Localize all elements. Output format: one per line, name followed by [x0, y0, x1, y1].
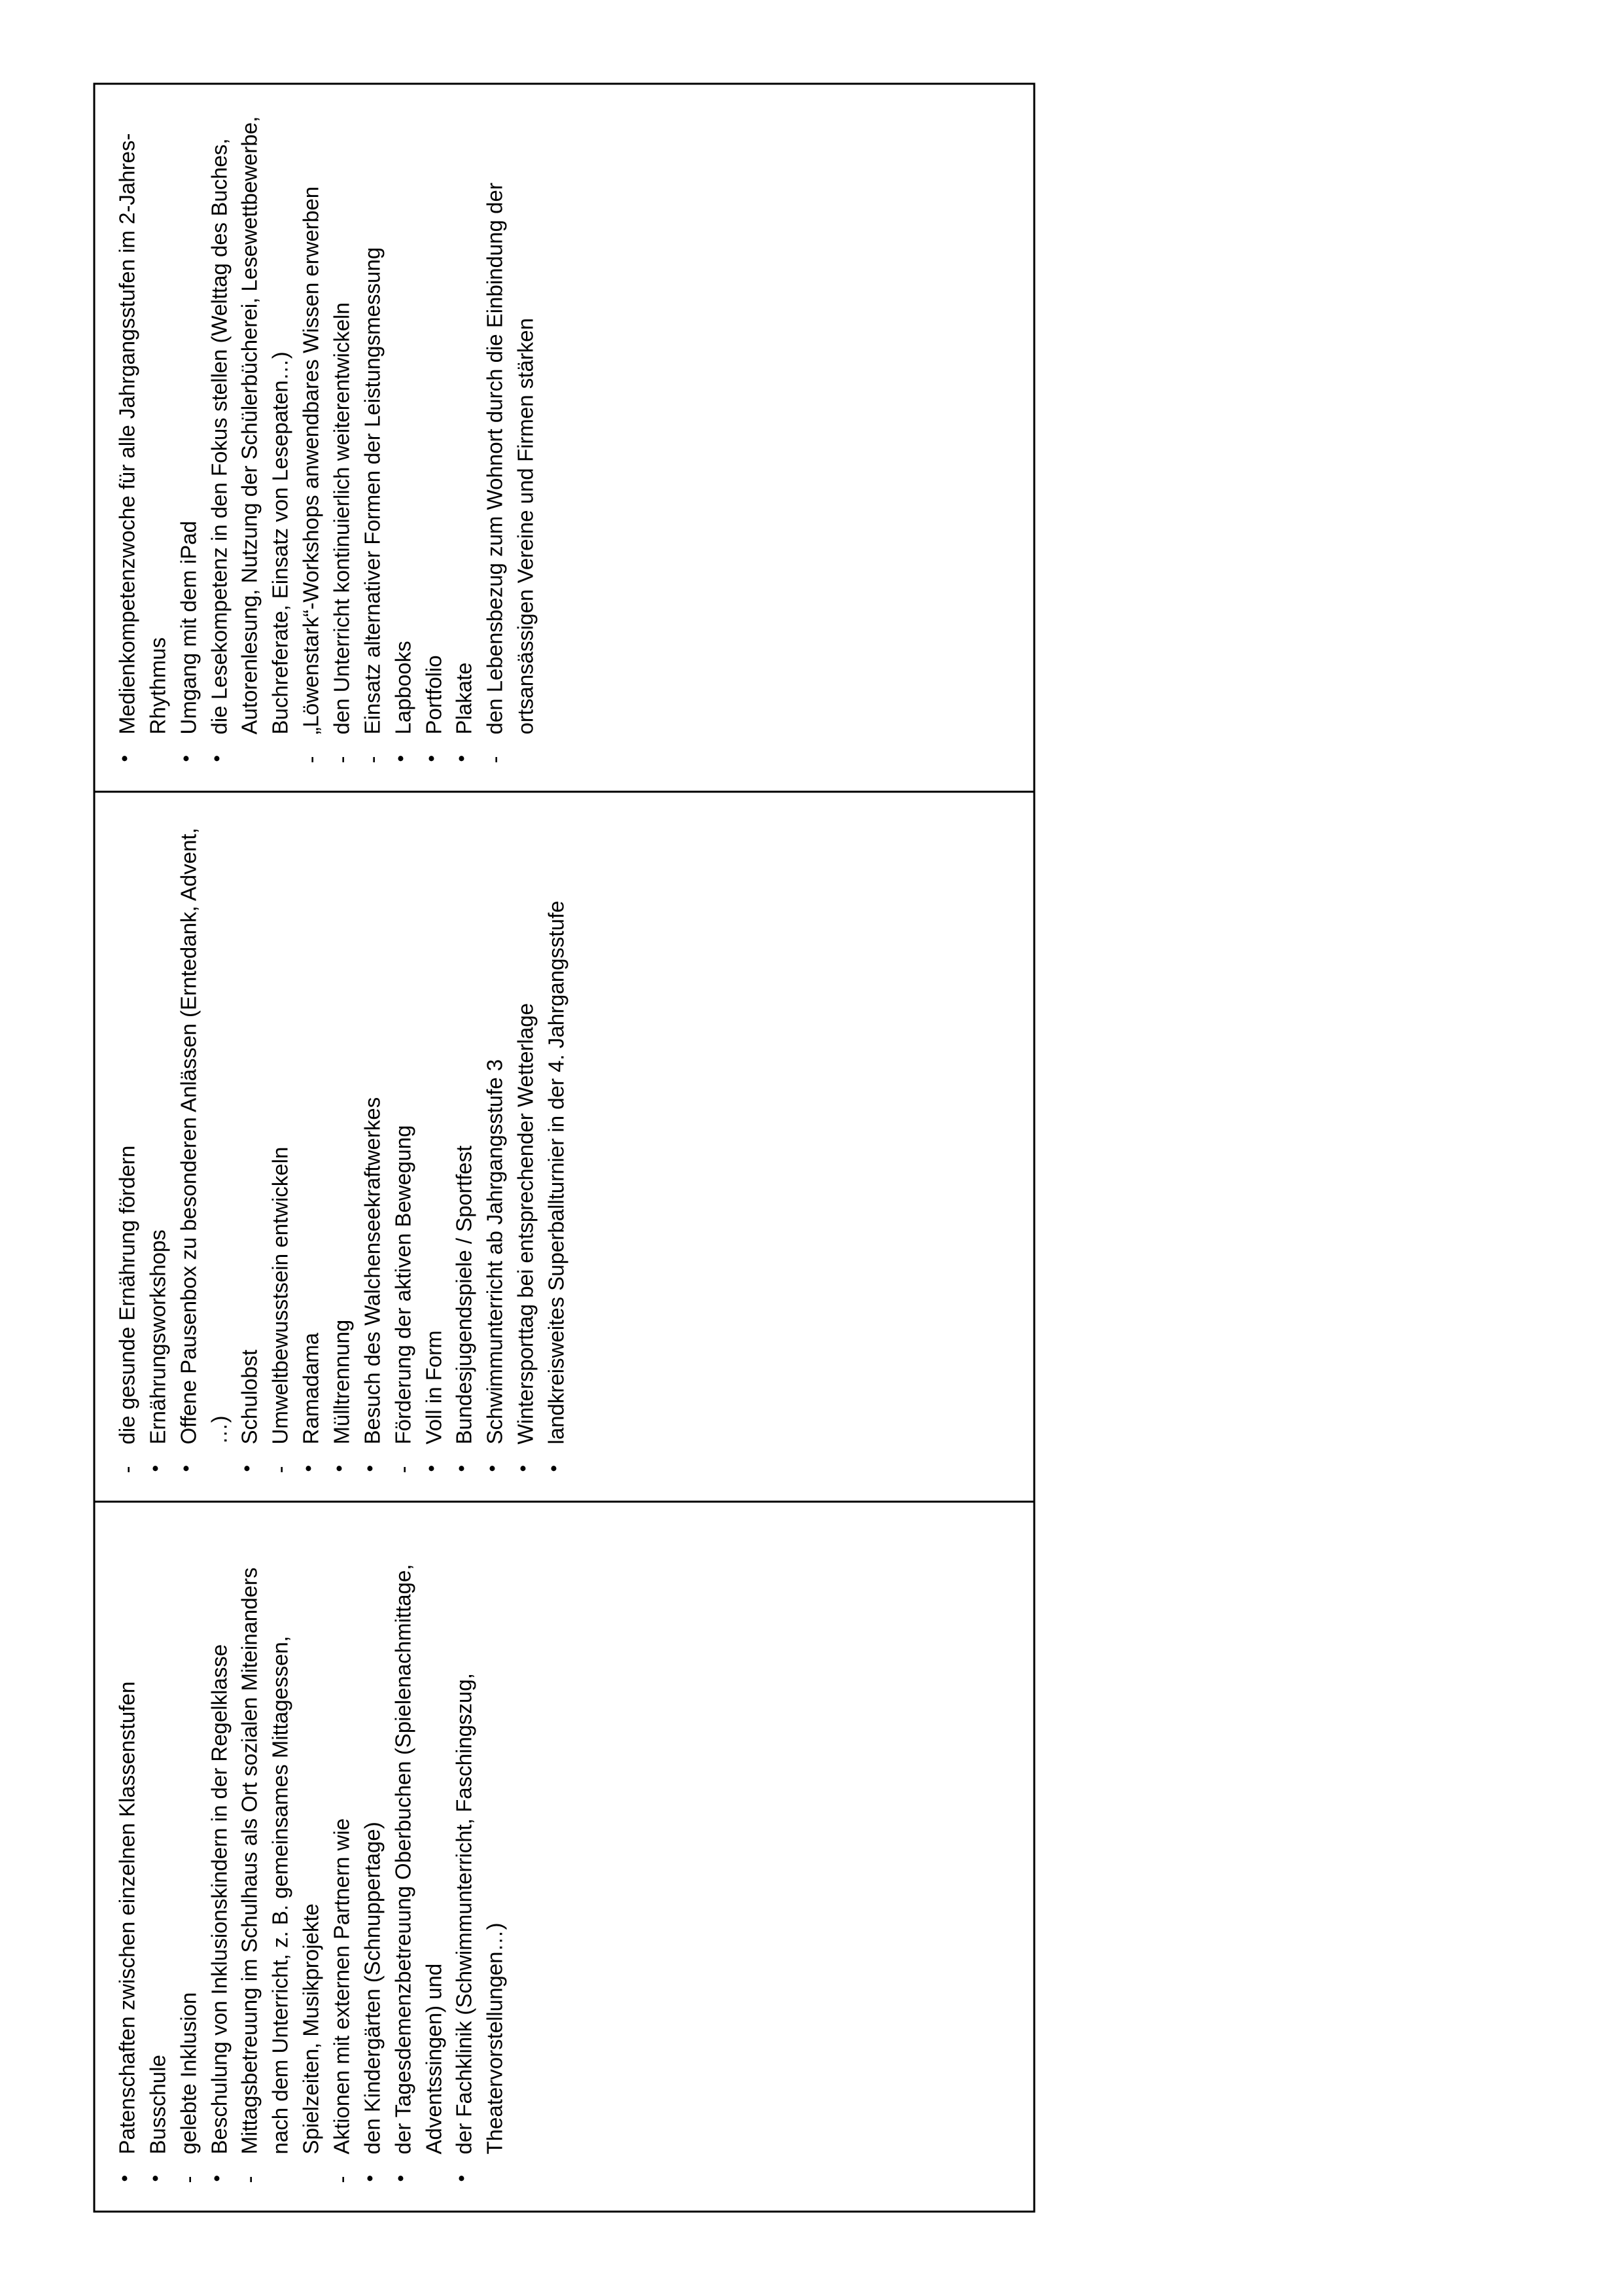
list-item — [296, 104, 326, 768]
list-item-text: Schwimmunterricht ab Jahrgangsstufe 3 — [482, 1059, 507, 1444]
list-item-text: den Lebensbezug zum Wohnort durch die Einbindung der ortsansässigen Vereine und Firmen stärken — [482, 182, 538, 734]
table-cell-column-1 — [95, 1500, 1033, 2210]
list-item — [173, 1522, 204, 2188]
table-cell-column-3 — [95, 84, 1033, 790]
list-item — [357, 812, 388, 1478]
list-item-text: Lapbooks — [390, 640, 415, 734]
list-item-text: Schulobst — [237, 1349, 262, 1444]
list-item — [204, 1522, 235, 2188]
list-item-text: Portfolio — [421, 654, 445, 734]
list-item — [449, 1522, 510, 2188]
list-item-text: Einsatz alternativer Formen der Leistungsmessung — [359, 247, 384, 734]
list-item — [326, 812, 357, 1478]
content-table — [93, 82, 1035, 2212]
list-item-text: Medienkompetenzwoche für alle Jahrgangsstufen im 2-Jahres-Rhythmus — [114, 133, 169, 734]
list-item — [234, 1522, 326, 2188]
list-item-text: Ernährungsworkshops — [145, 1229, 169, 1444]
list-item-text: die gesunde Ernährung fördern — [114, 1145, 139, 1444]
list-item-text: Ramadama — [298, 1332, 323, 1444]
list-item — [449, 104, 480, 768]
list-item-text: Umweltbewusstsein entwickeln — [268, 1146, 292, 1444]
list-item-text: die Lesekompetenz in den Fokus stellen (Welttag des Buches, Autorenlesung, Nutzung der Schülerbücherei, Lesewettbewerbe, Buchreferate, Einsatz von Lesepaten…) — [206, 116, 292, 734]
list-item — [388, 104, 419, 768]
list-item — [388, 1522, 449, 2188]
list-item-text: Busschule — [145, 2054, 169, 2154]
list-column-1 — [112, 1522, 510, 2188]
list-item-text: Beschulung von Inklusionskindern in der Regelklasse — [206, 1644, 231, 2154]
list-item-text: Plakate — [451, 662, 476, 734]
list-column-3 — [112, 104, 541, 768]
list-item — [419, 812, 449, 1478]
list-item — [112, 104, 173, 768]
list-item — [173, 104, 204, 768]
list-item — [112, 812, 143, 1478]
list-item — [143, 812, 173, 1478]
table-cell-column-2 — [95, 790, 1033, 1500]
list-item — [480, 812, 510, 1478]
list-item-text: Mülltrennung — [329, 1319, 354, 1444]
list-item — [541, 812, 572, 1478]
list-item-text: Wintersporttag bei entsprechender Wetterlage — [513, 1002, 538, 1444]
list-item-text: gelebte Inklusion — [175, 1992, 200, 2154]
list-item — [296, 812, 326, 1478]
list-item-text: Voll in Form — [421, 1330, 445, 1444]
list-item-text: Offene Pausenbox zu besonderen Anlässen (Erntedank, Advent, …) — [175, 827, 231, 1444]
list-item-text: den Unterricht kontinuierlich weiterentwickeln — [329, 302, 354, 734]
list-item-text: Umgang mit dem iPad — [175, 520, 200, 734]
list-item — [510, 812, 541, 1478]
list-item-text: „Löwenstark“-Workshops anwendbares Wissen erwerben — [298, 186, 323, 734]
list-item-text: Besuch des Walchenseekraftwerkes — [359, 1097, 384, 1444]
list-item — [480, 104, 541, 768]
list-item — [265, 812, 296, 1478]
list-item — [112, 1522, 143, 2188]
list-column-2 — [112, 812, 572, 1478]
list-item — [326, 1522, 357, 2188]
list-item-text: Patenschaften zwischen einzelnen Klassenstufen — [114, 1681, 139, 2154]
list-item — [326, 104, 357, 768]
list-item — [234, 812, 265, 1478]
list-item-text: Bundesjugendspiele / Sportfest — [451, 1145, 476, 1444]
list-item — [357, 104, 388, 768]
list-item — [419, 104, 449, 768]
list-item — [143, 1522, 173, 2188]
list-item — [357, 1522, 388, 2188]
list-item-text: landkreisweites Superballturnier in der 4. Jahrgangsstufe — [544, 900, 568, 1444]
list-item — [388, 812, 419, 1478]
list-item — [204, 104, 296, 768]
list-item-text: der Tagesdemenzbetreuung Oberbuchen (Spielenachmittage, Adventssingen) und — [390, 1564, 445, 2154]
list-item-text: der Fachklinik (Schwimmunterricht, Faschingszug, Theatervorstellungen…) — [451, 1672, 507, 2154]
list-item — [449, 812, 480, 1478]
list-item — [173, 812, 235, 1478]
list-item-text: den Kindergärten (Schnuppertage) — [359, 1821, 384, 2154]
list-item-text: Förderung der aktiven Bewegung — [390, 1125, 415, 1444]
list-item-text: Aktionen mit externen Partnern wie — [329, 1818, 354, 2154]
list-item-text: Mittagsbetreuung im Schulhaus als Ort sozialen Miteinanders nach dem Unterricht, z. B. gemeinsames Mittagessen, Spielzeiten, Musikprojekte — [237, 1567, 323, 2154]
